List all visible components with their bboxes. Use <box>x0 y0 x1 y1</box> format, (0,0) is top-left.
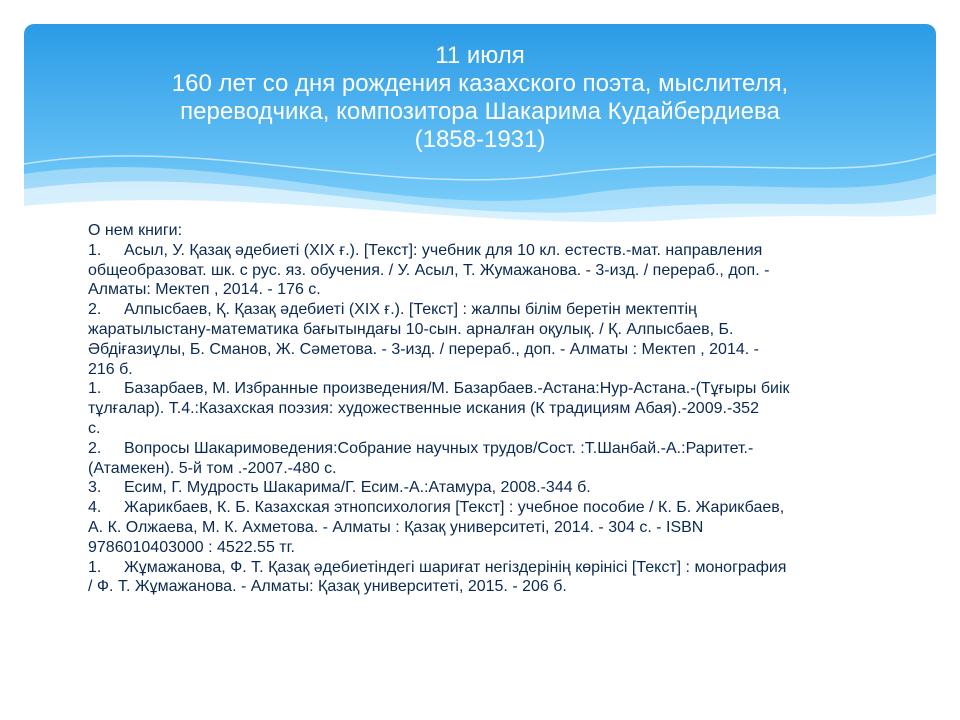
item-text: Вопросы Шакаримоведения:Собрание научных трудов/Сост. :Т.Шанбай.-А.:Раритет.- <box>124 439 754 457</box>
list-item <box>88 478 908 498</box>
item-text: А. К. Олжаева, М. К. Ахметова. - Алматы : Қазақ университеті, 2014. - 304 с. - ISBN <box>88 518 704 536</box>
item-number: 3. <box>88 479 102 497</box>
title-line-3: переводчика, композитора Шакарима Кудайбердиева <box>180 98 780 125</box>
item-text: 9786010403000 : 4522.55 тг. <box>88 538 295 556</box>
bibliography-heading: О нем книги: <box>88 222 183 239</box>
title-line-2: 160 лет со дня рождения казахского поэта, мыслителя, <box>171 70 789 97</box>
item-text: Алпысбаев, Қ. Қазақ әдебиеті (ХІХ ғ.). [Текст] : жалпы білім беретін мектептің <box>124 301 697 319</box>
item-text: Жарикбаев, К. Б. Казахская этнопсихология [Текст] : учебное пособие / К. Б. Жарикбаев, <box>124 499 785 517</box>
list-item <box>88 419 908 439</box>
list-item <box>88 241 908 261</box>
slide-title <box>24 42 936 154</box>
list-item <box>88 320 908 340</box>
list-item <box>88 459 908 479</box>
item-number: 2. <box>88 301 102 319</box>
item-text: общеобразоват. шк. с рус. яз. обучения. / У. Асыл, Т. Жумажанова. - 3-изд. / перераб., доп. - <box>88 261 770 279</box>
title-date: 11 июля <box>435 42 525 69</box>
list-item <box>88 498 908 518</box>
item-text: Жұмажанова, Ф. Т. Қазақ әдебиетіндегі шариғат негіздерінің көрінісі [Текст] : монография <box>124 558 787 576</box>
list-item <box>88 340 908 360</box>
item-number: 4. <box>88 499 102 517</box>
list-item <box>88 577 908 597</box>
item-text: с. <box>88 419 101 437</box>
list-item <box>88 399 908 419</box>
list-item <box>88 518 908 538</box>
list-item <box>88 379 908 399</box>
list-item <box>88 261 908 281</box>
item-text: тұлғалар). Т.4.:Казахская поэзия: художественные искания (К традициям Абая).-2009.-352 <box>88 400 759 418</box>
item-text: Асыл, У. Қазақ әдебиеті (ХІХ ғ.). [Текст]: учебник для 10 кл. естеств.-мат. направления <box>124 241 763 259</box>
bibliography <box>88 221 908 597</box>
list-item <box>88 439 908 459</box>
item-text: Есим, Г. Мудрость Шакарима/Г. Есим.-А.:Атамура, 2008.-344 б. <box>124 479 591 497</box>
title-years: (1858-1931) <box>414 126 546 153</box>
item-text: 216 б. <box>88 360 133 378</box>
item-number: 2. <box>88 439 102 457</box>
item-number: 1. <box>88 380 102 398</box>
item-text: жаратылыстану-математика бағытындағы 10-сын. арналған оқулық. / Қ. Алпысбаев, Б. <box>88 320 734 338</box>
item-text: / Ф. Т. Жұмажанова. - Алматы: Қазақ университеті, 2015. - 206 б. <box>88 578 567 596</box>
list-item <box>88 280 908 300</box>
list-item <box>88 538 908 558</box>
item-text: (Атамекен). 5-й том .-2007.-480 с. <box>88 459 337 477</box>
item-text: Базарбаев, М. Избранные произведения/М. Базарбаев.-Астана:Нур-Астана.-(Тұғыры биік <box>124 380 790 398</box>
list-item <box>88 558 908 578</box>
item-number: 1. <box>88 558 102 576</box>
list-item <box>88 360 908 380</box>
item-number: 1. <box>88 241 102 259</box>
item-text: Әбдіғазиұлы, Б. Сманов, Ж. Сәметова. - 3-изд. / перераб., доп. - Алматы : Мектеп , 2014. - <box>88 340 759 358</box>
item-text: Алматы: Мектеп , 2014. - 176 с. <box>88 281 321 299</box>
list-item <box>88 300 908 320</box>
